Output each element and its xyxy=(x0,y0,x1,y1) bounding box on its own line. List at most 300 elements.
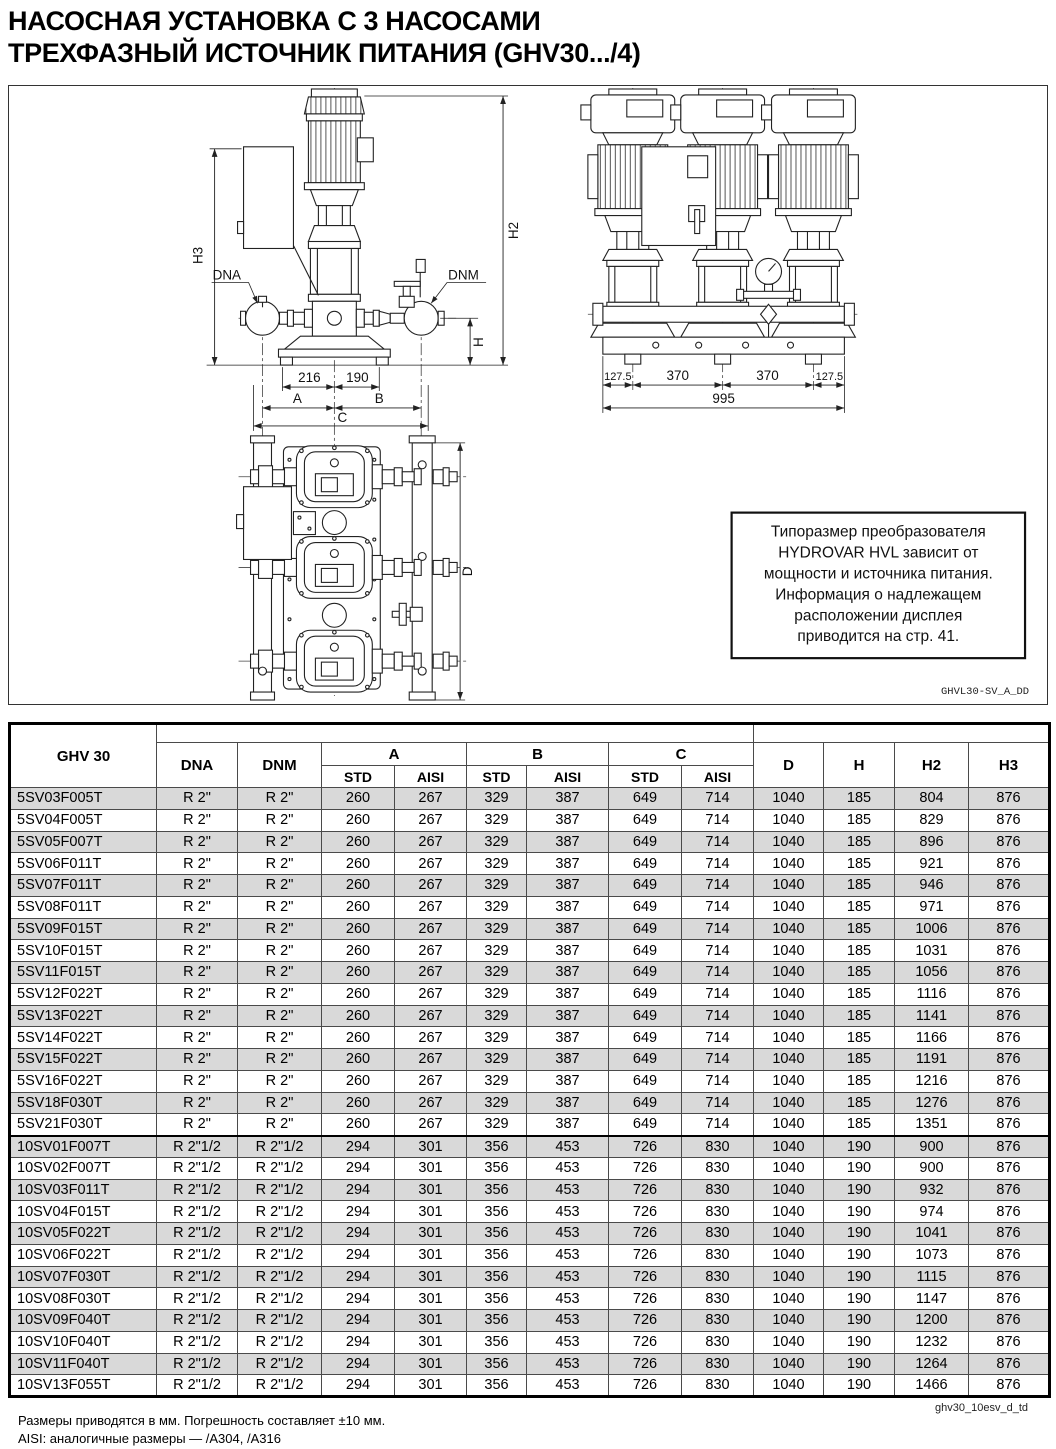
cell-b-aisi: 387 xyxy=(527,853,609,875)
cell-c-aisi: 714 xyxy=(682,788,754,810)
cell-h2: 1232 xyxy=(895,1331,969,1353)
cell-model: 5SV10F015T xyxy=(10,940,157,962)
cell-model: 5SV13F022T xyxy=(10,1005,157,1027)
cell-dnm: R 2" xyxy=(238,896,322,918)
cell-b-aisi: 453 xyxy=(527,1353,609,1375)
cell-h3: 876 xyxy=(969,896,1050,918)
cell-a-aisi: 267 xyxy=(395,1049,467,1071)
cell-h: 185 xyxy=(824,853,895,875)
cell-c-std: 649 xyxy=(609,1070,682,1092)
cell-h3: 876 xyxy=(969,962,1050,984)
cell-c-std: 649 xyxy=(609,831,682,853)
cell-h: 185 xyxy=(824,983,895,1005)
cell-dnm: R 2" xyxy=(238,1027,322,1049)
cell-a-aisi: 301 xyxy=(395,1353,467,1375)
table-row xyxy=(10,1114,1050,1136)
cell-h: 190 xyxy=(824,1375,895,1397)
cell-model: 10SV01F007T xyxy=(10,1136,157,1158)
cell-a-std: 260 xyxy=(322,1070,395,1092)
cell-dnm: R 2" xyxy=(238,962,322,984)
cell-b-aisi: 387 xyxy=(527,1092,609,1114)
cell-c-aisi: 714 xyxy=(682,1114,754,1136)
cell-dnm: R 2" xyxy=(238,853,322,875)
cell-h3: 876 xyxy=(969,1353,1050,1375)
cell-h: 185 xyxy=(824,896,895,918)
cell-dna: R 2" xyxy=(157,918,238,940)
cell-h2: 896 xyxy=(895,831,969,853)
cell-d: 1040 xyxy=(754,896,824,918)
cell-h3: 876 xyxy=(969,809,1050,831)
cell-h3: 876 xyxy=(969,1070,1050,1092)
cell-b-std: 356 xyxy=(467,1353,527,1375)
cell-model: 5SV21F030T xyxy=(10,1114,157,1136)
cell-c-std: 726 xyxy=(609,1310,682,1332)
cell-c-std: 726 xyxy=(609,1331,682,1353)
table-row xyxy=(10,1353,1050,1375)
cell-h2: 829 xyxy=(895,809,969,831)
col-header-dna: DNA xyxy=(157,743,238,788)
cell-c-aisi: 830 xyxy=(682,1136,754,1158)
cell-c-aisi: 830 xyxy=(682,1157,754,1179)
table-row xyxy=(10,1179,1050,1201)
cell-c-std: 726 xyxy=(609,1266,682,1288)
cell-dna: R 2" xyxy=(157,983,238,1005)
note-line-1: Типоразмер преобразователя xyxy=(770,523,986,541)
cell-a-std: 260 xyxy=(322,809,395,831)
dimensions-table xyxy=(8,722,1051,1398)
cell-h2: 946 xyxy=(895,875,969,897)
port-label-dnm: DNM xyxy=(448,267,479,283)
cell-a-aisi: 301 xyxy=(395,1288,467,1310)
dim-label-d: D xyxy=(460,566,476,577)
note-line-5: расположении дисплея xyxy=(794,607,963,625)
cell-dna: R 2" xyxy=(157,853,238,875)
cell-b-std: 356 xyxy=(467,1331,527,1353)
cell-c-aisi: 830 xyxy=(682,1244,754,1266)
port-label-dna: DNA xyxy=(212,267,242,283)
cell-c-aisi: 830 xyxy=(682,1266,754,1288)
cell-h: 185 xyxy=(824,1005,895,1027)
cell-d: 1040 xyxy=(754,875,824,897)
cell-h: 185 xyxy=(824,875,895,897)
cell-c-std: 726 xyxy=(609,1223,682,1245)
cell-d: 1040 xyxy=(754,1114,824,1136)
cell-h2: 1056 xyxy=(895,962,969,984)
cell-dnm: R 2" xyxy=(238,1092,322,1114)
cell-a-aisi: 301 xyxy=(395,1179,467,1201)
cell-b-std: 329 xyxy=(467,1070,527,1092)
cell-a-aisi: 301 xyxy=(395,1201,467,1223)
cell-c-aisi: 714 xyxy=(682,1005,754,1027)
cell-a-aisi: 267 xyxy=(395,1070,467,1092)
cell-d: 1040 xyxy=(754,983,824,1005)
cell-h2: 1466 xyxy=(895,1375,969,1397)
cell-a-std: 294 xyxy=(322,1375,395,1397)
cell-a-aisi: 301 xyxy=(395,1223,467,1245)
cell-a-std: 260 xyxy=(322,1005,395,1027)
cell-a-aisi: 267 xyxy=(395,809,467,831)
cell-h: 190 xyxy=(824,1244,895,1266)
cell-b-aisi: 453 xyxy=(527,1310,609,1332)
cell-dna: R 2" xyxy=(157,962,238,984)
cell-c-std: 726 xyxy=(609,1179,682,1201)
cell-a-std: 260 xyxy=(322,896,395,918)
cell-d: 1040 xyxy=(754,1070,824,1092)
cell-h2: 1216 xyxy=(895,1070,969,1092)
cell-model: 5SV16F022T xyxy=(10,1070,157,1092)
cell-dna: R 2"1/2 xyxy=(157,1179,238,1201)
cell-b-std: 329 xyxy=(467,896,527,918)
front-view-drawing xyxy=(238,89,445,365)
table-row xyxy=(10,853,1050,875)
cell-b-aisi: 453 xyxy=(527,1223,609,1245)
cell-h2: 804 xyxy=(895,788,969,810)
cell-a-std: 260 xyxy=(322,940,395,962)
cell-c-aisi: 714 xyxy=(682,875,754,897)
cell-h: 190 xyxy=(824,1310,895,1332)
cell-h3: 876 xyxy=(969,1179,1050,1201)
cell-a-aisi: 267 xyxy=(395,983,467,1005)
cell-c-std: 649 xyxy=(609,918,682,940)
cell-b-std: 329 xyxy=(467,983,527,1005)
cell-model: 10SV10F040T xyxy=(10,1331,157,1353)
cell-c-aisi: 830 xyxy=(682,1223,754,1245)
page-title xyxy=(8,5,641,70)
col-header-c-std: STD xyxy=(609,766,682,788)
cell-h: 190 xyxy=(824,1266,895,1288)
dim-label-a: A xyxy=(292,390,302,406)
cell-a-std: 294 xyxy=(322,1353,395,1375)
cell-b-aisi: 387 xyxy=(527,831,609,853)
cell-c-std: 726 xyxy=(609,1288,682,1310)
cell-dna: R 2"1/2 xyxy=(157,1266,238,1288)
cell-model: 10SV02F007T xyxy=(10,1157,157,1179)
cell-b-aisi: 387 xyxy=(527,896,609,918)
cell-dnm: R 2" xyxy=(238,831,322,853)
col-header-h: H xyxy=(824,743,895,788)
technical-drawing-panel xyxy=(8,85,1048,705)
cell-dna: R 2" xyxy=(157,1070,238,1092)
note-box xyxy=(732,513,1025,659)
col-header-c: C xyxy=(609,743,754,766)
cell-dna: R 2"1/2 xyxy=(157,1375,238,1397)
cell-h2: 1166 xyxy=(895,1027,969,1049)
cell-a-aisi: 301 xyxy=(395,1157,467,1179)
cell-c-aisi: 830 xyxy=(682,1201,754,1223)
cell-b-aisi: 453 xyxy=(527,1244,609,1266)
cell-b-aisi: 387 xyxy=(527,940,609,962)
cell-h: 190 xyxy=(824,1223,895,1245)
header-spacer-left xyxy=(157,724,754,743)
cell-b-std: 329 xyxy=(467,1005,527,1027)
cell-dnm: R 2" xyxy=(238,1049,322,1071)
cell-h2: 932 xyxy=(895,1179,969,1201)
col-header-c-aisi: AISI xyxy=(682,766,754,788)
cell-dnm: R 2"1/2 xyxy=(238,1310,322,1332)
table-row xyxy=(10,1070,1050,1092)
cell-h2: 900 xyxy=(895,1136,969,1158)
cell-c-std: 649 xyxy=(609,962,682,984)
table-row xyxy=(10,1136,1050,1158)
cell-h3: 876 xyxy=(969,1201,1050,1223)
cell-b-aisi: 387 xyxy=(527,1049,609,1071)
cell-c-std: 649 xyxy=(609,1027,682,1049)
cell-dnm: R 2" xyxy=(238,918,322,940)
cell-model: 5SV03F005T xyxy=(10,788,157,810)
cell-a-std: 260 xyxy=(322,983,395,1005)
cell-c-aisi: 714 xyxy=(682,918,754,940)
dim-label-h3: H3 xyxy=(190,246,206,265)
page-title-line1: НАСОСНАЯ УСТАНОВКА С 3 НАСОСАМИ xyxy=(8,6,541,36)
cell-a-std: 260 xyxy=(322,853,395,875)
cell-h3: 876 xyxy=(969,918,1050,940)
cell-h3: 876 xyxy=(969,875,1050,897)
cell-dnm: R 2"1/2 xyxy=(238,1244,322,1266)
cell-d: 1040 xyxy=(754,940,824,962)
table-row xyxy=(10,788,1050,810)
cell-h3: 876 xyxy=(969,940,1050,962)
cell-dnm: R 2" xyxy=(238,1005,322,1027)
cell-h: 185 xyxy=(824,788,895,810)
cell-h: 190 xyxy=(824,1201,895,1223)
table-row xyxy=(10,809,1050,831)
dim-label-h: H xyxy=(471,337,487,348)
cell-b-aisi: 387 xyxy=(527,1027,609,1049)
cell-h2: 1115 xyxy=(895,1266,969,1288)
cell-h2: 1141 xyxy=(895,1005,969,1027)
col-header-a: A xyxy=(322,743,467,766)
cell-model: 5SV12F022T xyxy=(10,983,157,1005)
cell-h2: 1351 xyxy=(895,1114,969,1136)
cell-model: 10SV08F030T xyxy=(10,1288,157,1310)
cell-h2: 1276 xyxy=(895,1092,969,1114)
cell-h2: 1116 xyxy=(895,983,969,1005)
table-row xyxy=(10,1049,1050,1071)
table-body xyxy=(10,788,1050,1397)
dim-label-127-right: 127.5 xyxy=(815,371,844,384)
cell-a-std: 260 xyxy=(322,831,395,853)
note-line-6: приводится на стр. 41. xyxy=(797,628,960,646)
cell-d: 1040 xyxy=(754,1266,824,1288)
cell-c-std: 726 xyxy=(609,1375,682,1397)
cell-b-std: 356 xyxy=(467,1201,527,1223)
cell-dna: R 2"1/2 xyxy=(157,1288,238,1310)
cell-c-aisi: 830 xyxy=(682,1310,754,1332)
cell-c-aisi: 830 xyxy=(682,1375,754,1397)
table-row xyxy=(10,1331,1050,1353)
col-header-h2: H2 xyxy=(895,743,969,788)
table-row xyxy=(10,1092,1050,1114)
cell-model: 5SV08F011T xyxy=(10,896,157,918)
cell-b-std: 329 xyxy=(467,1114,527,1136)
cell-h3: 876 xyxy=(969,1136,1050,1158)
cell-a-aisi: 267 xyxy=(395,896,467,918)
cell-b-std: 356 xyxy=(467,1244,527,1266)
page-title-line2: ТРЕХФАЗНЫЙ ИСТОЧНИК ПИТАНИЯ (GHV30.../4) xyxy=(8,38,641,69)
cell-a-aisi: 267 xyxy=(395,853,467,875)
cell-dna: R 2" xyxy=(157,940,238,962)
cell-c-aisi: 714 xyxy=(682,940,754,962)
side-view-drawing xyxy=(581,89,858,364)
table-row xyxy=(10,831,1050,853)
cell-h3: 876 xyxy=(969,1266,1050,1288)
cell-c-std: 649 xyxy=(609,875,682,897)
cell-b-aisi: 453 xyxy=(527,1179,609,1201)
cell-c-std: 726 xyxy=(609,1201,682,1223)
cell-model: 5SV06F011T xyxy=(10,853,157,875)
cell-c-aisi: 714 xyxy=(682,809,754,831)
cell-dnm: R 2" xyxy=(238,875,322,897)
cell-model: 5SV09F015T xyxy=(10,918,157,940)
cell-a-std: 260 xyxy=(322,1049,395,1071)
cell-model: 10SV11F040T xyxy=(10,1353,157,1375)
dim-label-370-right: 370 xyxy=(756,368,779,384)
col-header-h3: H3 xyxy=(969,743,1050,788)
col-header-d: D xyxy=(754,743,824,788)
table-row xyxy=(10,1005,1050,1027)
cell-b-aisi: 453 xyxy=(527,1136,609,1158)
cell-c-std: 649 xyxy=(609,940,682,962)
cell-dna: R 2" xyxy=(157,1027,238,1049)
cell-dna: R 2"1/2 xyxy=(157,1331,238,1353)
cell-b-aisi: 453 xyxy=(527,1331,609,1353)
cell-c-aisi: 714 xyxy=(682,1027,754,1049)
technical-drawing xyxy=(9,86,1047,704)
table-row xyxy=(10,896,1050,918)
table-row xyxy=(10,962,1050,984)
cell-h: 190 xyxy=(824,1136,895,1158)
col-header-a-aisi: AISI xyxy=(395,766,467,788)
cell-a-std: 260 xyxy=(322,1027,395,1049)
cell-b-aisi: 387 xyxy=(527,983,609,1005)
cell-c-std: 649 xyxy=(609,809,682,831)
dim-label-127-left: 127.5 xyxy=(604,371,632,384)
cell-h: 185 xyxy=(824,962,895,984)
cell-d: 1040 xyxy=(754,853,824,875)
table-row xyxy=(10,1310,1050,1332)
cell-c-std: 726 xyxy=(609,1157,682,1179)
cell-dna: R 2"1/2 xyxy=(157,1201,238,1223)
cell-dnm: R 2" xyxy=(238,788,322,810)
cell-h3: 876 xyxy=(969,983,1050,1005)
cell-c-std: 649 xyxy=(609,1049,682,1071)
cell-dnm: R 2" xyxy=(238,809,322,831)
cell-h: 190 xyxy=(824,1353,895,1375)
table-row xyxy=(10,983,1050,1005)
cell-a-std: 294 xyxy=(322,1288,395,1310)
cell-h3: 876 xyxy=(969,1157,1050,1179)
footer-note-dimensions: Размеры приводятся в мм. Погрешность составляет ±10 мм. xyxy=(18,1413,386,1428)
cell-h: 190 xyxy=(824,1288,895,1310)
cell-model: 10SV06F022T xyxy=(10,1244,157,1266)
cell-c-std: 726 xyxy=(609,1136,682,1158)
cell-h2: 1073 xyxy=(895,1244,969,1266)
cell-h2: 1147 xyxy=(895,1288,969,1310)
cell-c-aisi: 830 xyxy=(682,1331,754,1353)
cell-b-aisi: 453 xyxy=(527,1375,609,1397)
cell-c-std: 649 xyxy=(609,983,682,1005)
cell-dnm: R 2"1/2 xyxy=(238,1223,322,1245)
cell-dna: R 2" xyxy=(157,875,238,897)
table-row xyxy=(10,1288,1050,1310)
cell-a-std: 260 xyxy=(322,875,395,897)
cell-dna: R 2"1/2 xyxy=(157,1136,238,1158)
cell-dnm: R 2"1/2 xyxy=(238,1288,322,1310)
cell-d: 1040 xyxy=(754,1157,824,1179)
cell-a-aisi: 267 xyxy=(395,940,467,962)
table-row xyxy=(10,875,1050,897)
cell-d: 1040 xyxy=(754,1223,824,1245)
cell-d: 1040 xyxy=(754,1179,824,1201)
cell-model: 5SV05F007T xyxy=(10,831,157,853)
cell-model: 5SV11F015T xyxy=(10,962,157,984)
cell-dnm: R 2" xyxy=(238,983,322,1005)
table-row xyxy=(10,1027,1050,1049)
cell-h2: 1191 xyxy=(895,1049,969,1071)
cell-a-std: 294 xyxy=(322,1223,395,1245)
cell-b-aisi: 387 xyxy=(527,1114,609,1136)
cell-b-aisi: 387 xyxy=(527,788,609,810)
cell-h3: 876 xyxy=(969,853,1050,875)
col-header-b-aisi: AISI xyxy=(527,766,609,788)
dim-label-h2: H2 xyxy=(506,221,522,240)
cell-a-std: 294 xyxy=(322,1266,395,1288)
cell-b-aisi: 387 xyxy=(527,918,609,940)
cell-a-aisi: 301 xyxy=(395,1331,467,1353)
cell-b-std: 329 xyxy=(467,1027,527,1049)
cell-dna: R 2"1/2 xyxy=(157,1310,238,1332)
cell-b-aisi: 453 xyxy=(527,1266,609,1288)
cell-b-std: 329 xyxy=(467,1092,527,1114)
cell-h3: 876 xyxy=(969,1005,1050,1027)
cell-d: 1040 xyxy=(754,962,824,984)
cell-b-std: 329 xyxy=(467,940,527,962)
cell-model: 10SV13F055T xyxy=(10,1375,157,1397)
cell-h: 190 xyxy=(824,1157,895,1179)
footer-note-aisi: AISI: аналогичные размеры — /A304, /A316 xyxy=(18,1431,281,1446)
cell-h3: 876 xyxy=(969,1027,1050,1049)
cell-c-aisi: 714 xyxy=(682,853,754,875)
cell-h3: 876 xyxy=(969,1114,1050,1136)
cell-a-aisi: 301 xyxy=(395,1310,467,1332)
cell-b-std: 356 xyxy=(467,1179,527,1201)
cell-dna: R 2" xyxy=(157,1049,238,1071)
cell-b-aisi: 387 xyxy=(527,875,609,897)
cell-dnm: R 2" xyxy=(238,1070,322,1092)
cell-b-aisi: 387 xyxy=(527,962,609,984)
cell-b-std: 356 xyxy=(467,1157,527,1179)
cell-b-aisi: 453 xyxy=(527,1157,609,1179)
cell-d: 1040 xyxy=(754,1310,824,1332)
cell-h2: 1031 xyxy=(895,940,969,962)
cell-dnm: R 2"1/2 xyxy=(238,1136,322,1158)
cell-model: 10SV09F040T xyxy=(10,1310,157,1332)
col-header-ghv30: GHV 30 xyxy=(10,724,157,788)
cell-c-std: 726 xyxy=(609,1353,682,1375)
cell-c-std: 649 xyxy=(609,1005,682,1027)
cell-a-std: 260 xyxy=(322,962,395,984)
cell-model: 5SV15F022T xyxy=(10,1049,157,1071)
table-row xyxy=(10,940,1050,962)
dim-label-995: 995 xyxy=(712,390,735,406)
cell-a-std: 294 xyxy=(322,1201,395,1223)
cell-c-aisi: 830 xyxy=(682,1288,754,1310)
cell-b-std: 356 xyxy=(467,1288,527,1310)
col-header-b-std: STD xyxy=(467,766,527,788)
cell-d: 1040 xyxy=(754,1244,824,1266)
cell-d: 1040 xyxy=(754,1375,824,1397)
cell-dna: R 2"1/2 xyxy=(157,1244,238,1266)
